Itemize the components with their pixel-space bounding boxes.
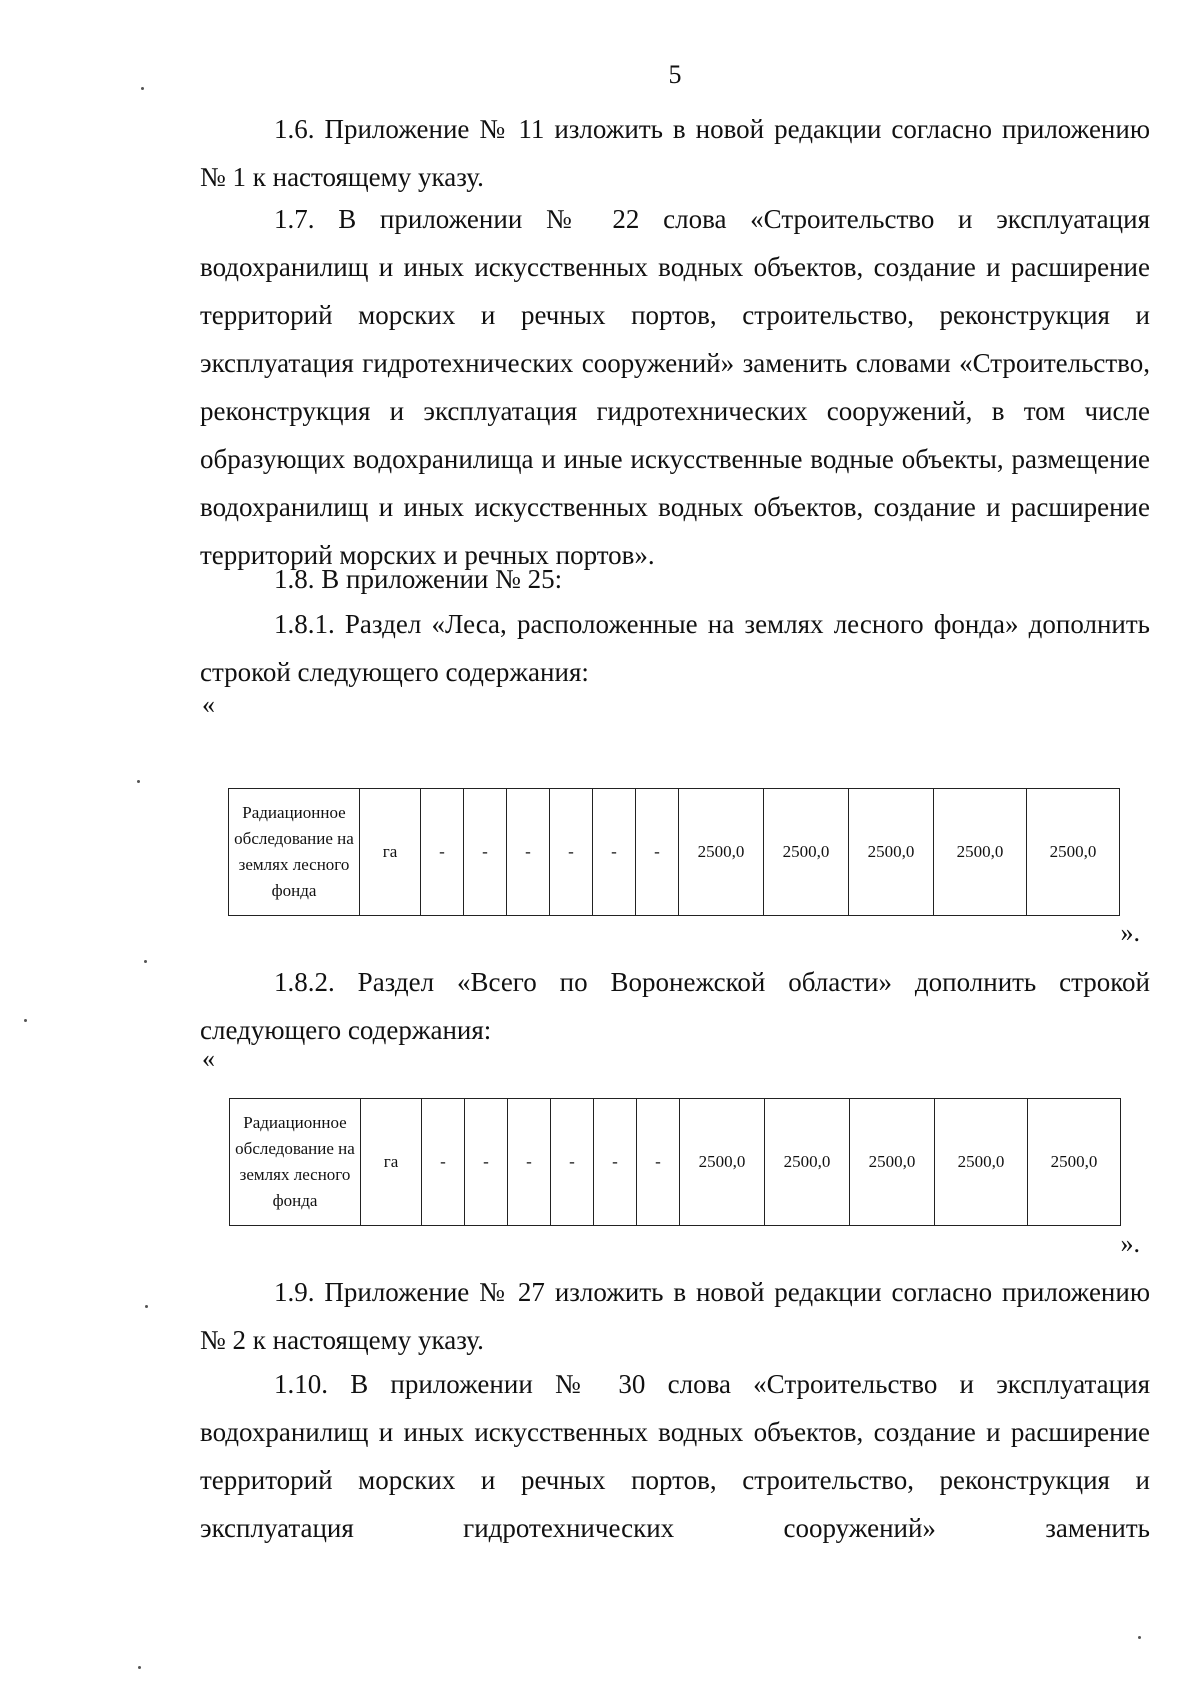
table-row bbox=[229, 789, 1120, 916]
scan-dot bbox=[24, 1019, 27, 1022]
value-cell: 2500,0 bbox=[1028, 1099, 1121, 1226]
value-cell: 2500,0 bbox=[935, 1099, 1028, 1226]
table-row bbox=[230, 1099, 1121, 1226]
scan-dot bbox=[1138, 1636, 1141, 1639]
scan-dot bbox=[144, 960, 147, 963]
paragraph-1-10: 1.10. В приложении № 30 слова «Строительство и эксплуатация водохранилищ и иных искусственных водных объектов, создание и расширение территорий морских и речных портов, строительство, реконструкция и эксплуатация гидротехнических сооружений» заменить bbox=[200, 1369, 1150, 1543]
section-1-9 bbox=[200, 1268, 1150, 1364]
paragraph-1-6: 1.6. Приложение № 11 изложить в новой редакции согласно приложению № 1 к настоящему указу. bbox=[200, 114, 1150, 192]
dash-cell: - bbox=[636, 789, 679, 916]
row-name-cell: Радиационное обследование на землях лесного фонда bbox=[230, 1099, 361, 1226]
value-cell: 2500,0 bbox=[1027, 789, 1120, 916]
quote-close-1: ». bbox=[1120, 918, 1140, 947]
section-1-8-2 bbox=[200, 958, 1150, 1054]
paragraph-1-7: 1.7. В приложении № 22 слова «Строительство и эксплуатация водохранилищ и иных искусственных водных объектов, создание и расширение территорий морских и речных портов, строительство, реконструкция и эксплуатация гидротехнических сооружений» заменить словами «Строительство, реконструкция и эксплуатация гидротехнических сооружений, в том числе образующих водохранилища и иные искусственные водные объекты, размещение водохранилищ и иных искусственных водных объектов, создание и расширение территорий морских и речных портов». bbox=[200, 204, 1150, 570]
scan-dot bbox=[137, 780, 140, 783]
value-cell: 2500,0 bbox=[850, 1099, 935, 1226]
table-row-forest-fund bbox=[228, 788, 1120, 916]
dash-cell: - bbox=[421, 789, 464, 916]
value-cell: 2500,0 bbox=[680, 1099, 765, 1226]
value-cell: 2500,0 bbox=[934, 789, 1027, 916]
scan-dot bbox=[145, 1305, 148, 1308]
quote-open-1: « bbox=[202, 690, 215, 719]
dash-cell: - bbox=[507, 789, 550, 916]
value-cell: 2500,0 bbox=[764, 789, 849, 916]
table-row-voronezh-total bbox=[229, 1098, 1121, 1226]
page-number: 5 bbox=[668, 60, 682, 89]
section-1-10 bbox=[200, 1360, 1150, 1552]
value-cell: 2500,0 bbox=[849, 789, 934, 916]
row-name-cell: Радиационное обследование на землях лесного фонда bbox=[229, 789, 360, 916]
paragraph-1-8-2: 1.8.2. Раздел «Всего по Воронежской области» дополнить строкой следующего содержания: bbox=[200, 967, 1150, 1045]
dash-cell: - bbox=[594, 1099, 637, 1226]
quote-open-2: « bbox=[202, 1044, 215, 1073]
section-1-8-1 bbox=[200, 600, 1150, 696]
section-1-8 bbox=[200, 555, 1150, 603]
unit-cell: га bbox=[361, 1099, 422, 1226]
dash-cell: - bbox=[464, 789, 507, 916]
unit-cell: га bbox=[360, 789, 421, 916]
dash-cell: - bbox=[422, 1099, 465, 1226]
scan-dot bbox=[141, 87, 144, 90]
section-1-7 bbox=[200, 195, 1150, 579]
paragraph-1-9: 1.9. Приложение № 27 изложить в новой редакции согласно приложению № 2 к настоящему указу. bbox=[200, 1277, 1150, 1355]
value-cell: 2500,0 bbox=[765, 1099, 850, 1226]
dash-cell: - bbox=[465, 1099, 508, 1226]
dash-cell: - bbox=[551, 1099, 594, 1226]
dash-cell: - bbox=[637, 1099, 680, 1226]
quote-close-2: ». bbox=[1120, 1229, 1140, 1258]
dash-cell: - bbox=[593, 789, 636, 916]
paragraph-1-8: 1.8. В приложении № 25: bbox=[274, 564, 563, 594]
section-1-6 bbox=[200, 105, 1150, 201]
value-cell: 2500,0 bbox=[679, 789, 764, 916]
dash-cell: - bbox=[550, 789, 593, 916]
scan-dot bbox=[138, 1666, 141, 1669]
dash-cell: - bbox=[508, 1099, 551, 1226]
paragraph-1-8-1: 1.8.1. Раздел «Леса, расположенные на землях лесного фонда» дополнить строкой следующего содержания: bbox=[200, 609, 1150, 687]
